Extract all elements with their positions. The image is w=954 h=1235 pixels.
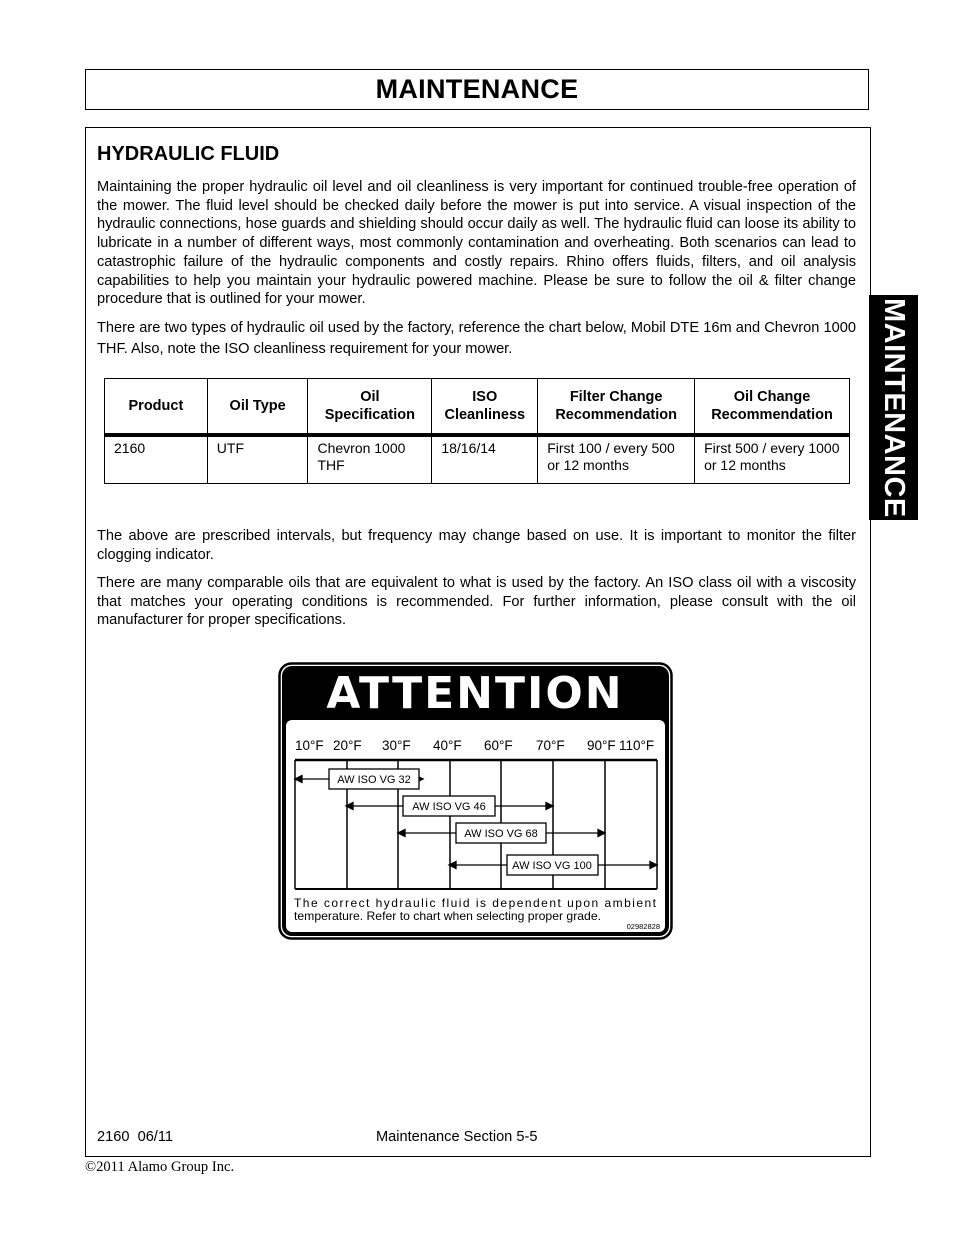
footer-model-date: 2160 06/11: [97, 1129, 174, 1145]
col-header-iso: ISO Cleanliness: [432, 379, 538, 436]
col-header-filter-change: Filter Change Recommendation: [538, 379, 695, 436]
cell-product: 2160: [105, 435, 208, 484]
grade-label: AW ISO VG 68: [464, 828, 538, 840]
decal-title: ATTENTION: [326, 668, 624, 719]
section-title: HYDRAULIC FLUID: [97, 143, 280, 165]
side-tab-label: MAINTENANCE: [878, 297, 910, 518]
cell-oil-spec: Chevron 1000 THF: [308, 435, 432, 484]
temp-label: 60°F: [484, 738, 513, 753]
paragraph-intervals: The above are prescribed intervals, but frequency may change based on use. It is important to monitor the filter clogging indicator.: [97, 528, 856, 563]
copyright: ©2011 Alamo Group Inc.: [85, 1159, 235, 1175]
attention-decal: [278, 662, 673, 940]
attention-decal-graphic: [278, 662, 673, 940]
page-header-title: MAINTENANCE: [375, 74, 579, 104]
cell-iso: 18/16/14: [432, 435, 538, 484]
grade-label: AW ISO VG 100: [512, 860, 592, 872]
temp-label: 110°F: [619, 738, 655, 753]
temp-label: 20°F: [333, 738, 362, 753]
col-header-oil-change: Oil Change Recommendation: [695, 379, 850, 436]
col-header-oil-type: Oil Type: [207, 379, 308, 436]
cell-oil-change: First 500 / every 1000 or 12 months: [695, 435, 850, 484]
cell-filter-change: First 100 / every 500 or 12 months: [538, 435, 695, 484]
temp-label: 10°F: [295, 738, 324, 753]
col-header-oil-spec: Oil Specification: [308, 379, 432, 436]
decal-note-line-2: temperature. Refer to chart when selecting proper grade.: [294, 909, 601, 923]
decal-part-number: 02982828: [626, 922, 660, 931]
temp-label: 90°F: [587, 738, 616, 753]
hydraulic-spec-table: [104, 378, 850, 484]
section-side-tab: [869, 295, 918, 520]
decal-note-line-1: The correct hydraulic fluid is dependent upon ambient: [294, 896, 656, 910]
footer-section: Maintenance Section 5-5: [376, 1129, 538, 1145]
table-header-row: [105, 379, 850, 436]
temp-label: 30°F: [382, 738, 411, 753]
header-box: [85, 69, 869, 110]
paragraph-intro: Maintaining the proper hydraulic oil level and oil cleanliness is very important for continued trouble-free operation of the mower. The fluid level should be checked daily before the mower is put into service. A visual inspection of the hydraulic connections, hose guards and shielding should occur daily as well. The hydraulic fluid can loose its ability to lubricate in a number of different ways, most commonly contamination and overheating. Both scenarios can lead to catastrophic failure of the hydraulic components and costly repairs. Rhino offers fluids, filters, and oil analysis capabilities to help you maintain your hydraulic powered machine. Please be sure to follow the oil & filter change procedure that is outlined for your mower.: [97, 179, 856, 308]
col-header-product: Product: [105, 379, 208, 436]
grade-label: AW ISO VG 46: [412, 801, 486, 813]
temp-label: 70°F: [536, 738, 565, 753]
temp-label: 40°F: [433, 738, 462, 753]
table-row: [105, 435, 850, 484]
cell-oil-type: UTF: [207, 435, 308, 484]
paragraph-comparable-oils: There are many comparable oils that are equivalent to what is used by the factory. An ISO class oil with a viscosity that matches your operating conditions is recommended. For further information, please consult with the oil manufacturer for proper specifications.: [97, 575, 856, 629]
grade-label: AW ISO VG 32: [337, 774, 411, 786]
paragraph-oil-types: There are two types of hydraulic oil used by the factory, reference the chart below, Mobil DTE 16m and Chevron 1000 THF. Also, note the ISO cleanliness requirement for your mower.: [97, 320, 856, 357]
